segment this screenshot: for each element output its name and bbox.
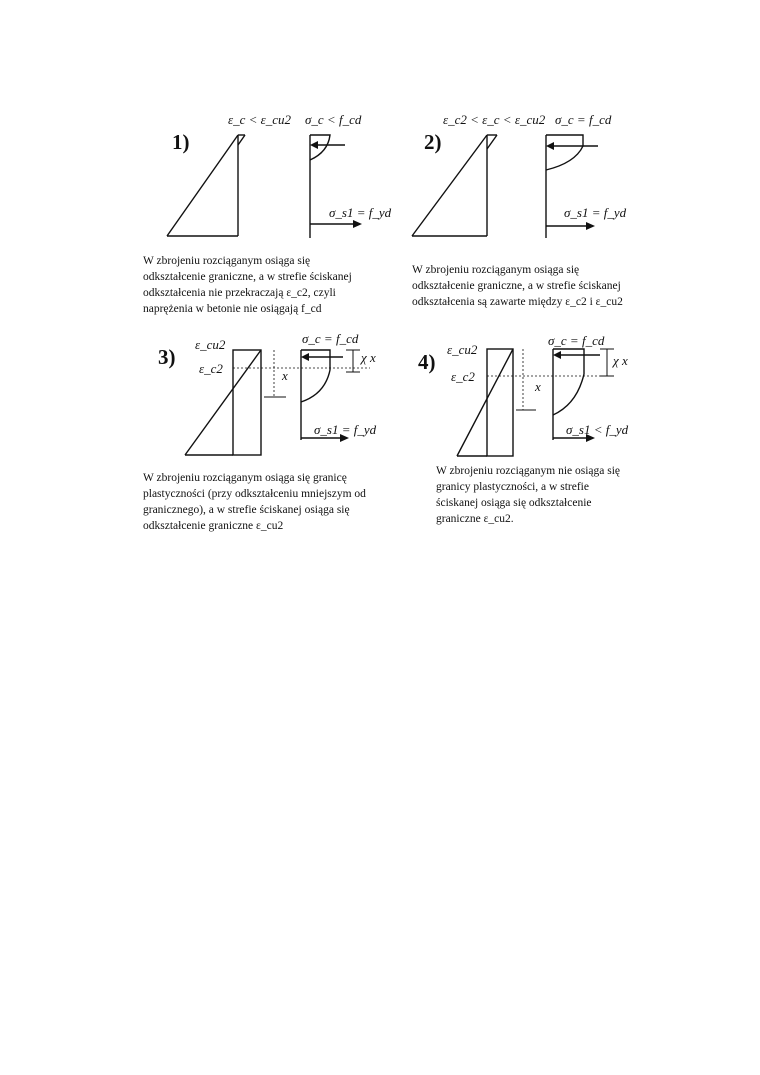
strain-mid-label: ε_c2 [451,369,475,384]
panel-caption: W zbrojeniu rozciąganym osiąga się odkształcenie graniczne, a w strefie ściskanej odkształcenia są zawarte między ε_c2 i ε_cu2 [412,264,623,308]
strain-label: ε_c2 < ε_c < ε_cu2 [443,112,546,127]
stress-bottom-label: σ_s1 = f_yd [329,205,392,220]
x-label: x [535,379,541,394]
x-label: x [282,368,288,383]
panel-caption: W zbrojeniu rozciąganym osiąga się granicę plastyczności (przy odkształceniu mniejszym od granicznego), a w strefie ściskanej osiąga się odkształcenie graniczne ε_cu2 [143,472,366,532]
stress-bottom-label: σ_s1 < f_yd [566,422,629,437]
stress-top-label: σ_c = f_cd [548,333,605,348]
panel-caption: W zbrojeniu rozciąganym nie osiąga się granicy plastyczności, a w strefie ściskanej osiąga się odkształcenie graniczne ε_cu2. [436,465,621,525]
chi-label: χ x [613,353,628,368]
panel-number: 2) [424,130,442,154]
panel-caption: W zbrojeniu rozciąganym osiąga się odkształcenie graniczne, a w strefie ściskanej odkształcenia nie przekraczają ε_c2, czyli naprężenia w betonie nie osiągają f_cd [143,255,352,315]
stress-top-label: σ_c = f_cd [555,112,612,127]
stress-bottom-label: σ_s1 = f_yd [564,205,627,220]
stress-top-label: σ_c = f_cd [302,331,359,346]
strain-label: ε_c < ε_cu2 [228,112,292,127]
strain-top-label: ε_cu2 [195,337,226,352]
panel-number: 1) [172,130,190,154]
strain-mid-label: ε_c2 [199,361,223,376]
panel-number: 4) [418,350,436,374]
panel-number: 3) [158,345,176,369]
stress-top-label: σ_c < f_cd [305,112,362,127]
chi-label: χ x [361,350,376,365]
strain-top-label: ε_cu2 [447,342,478,357]
stress-bottom-label: σ_s1 = f_yd [314,422,377,437]
